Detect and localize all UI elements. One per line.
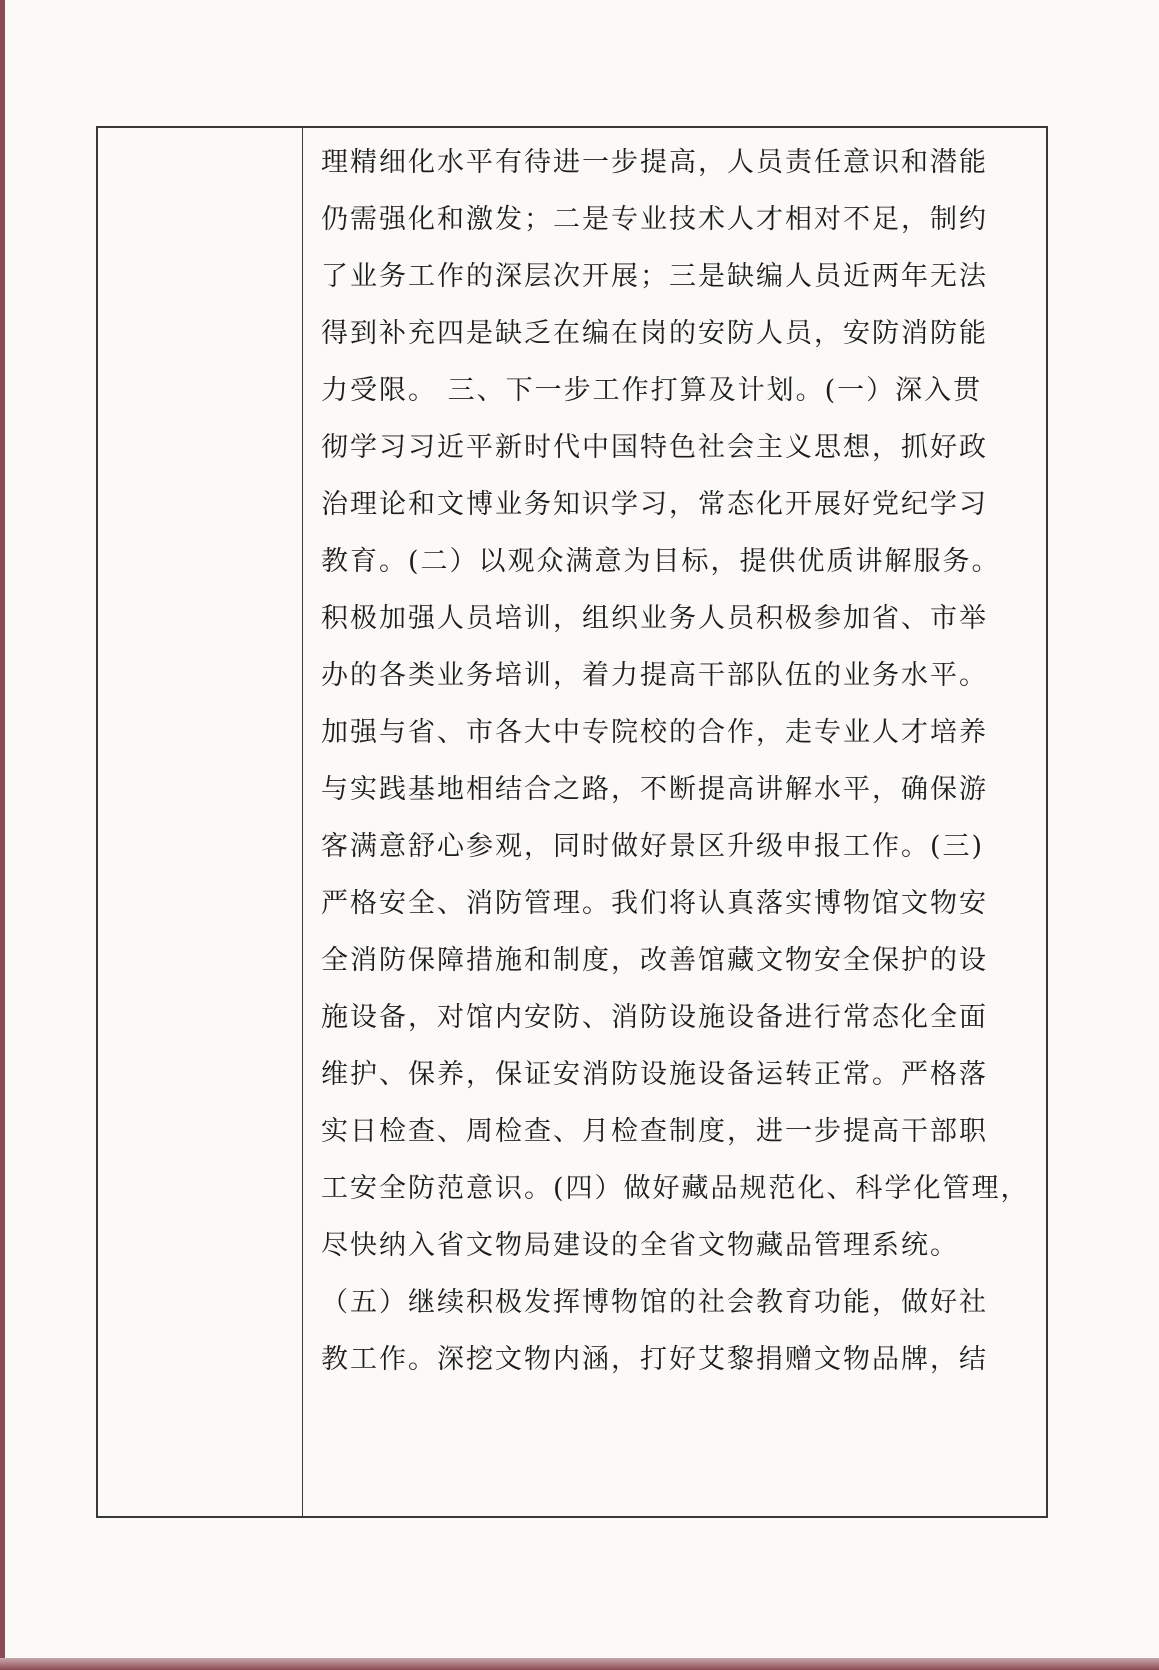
text-line: 积极加强人员培训，组织业务人员积极参加省、市举 [321,603,988,634]
table-content-cell [303,128,1046,1516]
text-line: 工安全防范意识。(四）做好藏品规范化、科学化管理， [321,1173,1030,1204]
text-line: 客满意舒心参观，同时做好景区升级申报工作。(三) [321,831,985,862]
text-line: （五）继续积极发挥博物馆的社会教育功能，做好社 [321,1287,988,1318]
text-line: 全消防保障措施和制度，改善馆藏文物安全保护的设 [321,945,988,976]
text-line: 与实践基地相结合之路，不断提高讲解水平，确保游 [321,774,988,805]
body-text [321,142,1033,1396]
text-line: 彻学习习近平新时代中国特色社会主义思想，抓好政 [321,432,988,463]
text-line: 教育。(二）以观众满意为目标，提供优质讲解服务。 [321,546,1001,577]
table-label-cell [98,128,303,1516]
text-line: 得到补充四是缺乏在编在岗的安防人员，安防消防能 [321,318,988,349]
text-line: 维护、保养，保证安消防设施设备运转正常。严格落 [321,1059,988,1090]
text-line: 了业务工作的深层次开展；三是缺编人员近两年无法 [321,261,988,292]
page-bottom-edge [0,1658,1159,1670]
text-line: 教工作。深挖文物内涵，打好艾黎捐赠文物品牌，结 [321,1344,988,1375]
text-line: 严格安全、消防管理。我们将认真落实博物馆文物安 [321,888,988,919]
text-line: 加强与省、市各大中专院校的合作，走专业人才培养 [321,717,988,748]
text-line: 力受限。 三、下一步工作打算及计划。(一）深入贯 [321,375,983,406]
form-table [96,126,1048,1518]
text-line: 仍需强化和激发；二是专业技术人才相对不足，制约 [321,204,988,235]
page-left-edge [0,0,5,1670]
text-line: 理精细化水平有待进一步提高，人员责任意识和潜能 [321,147,988,178]
text-line: 尽快纳入省文物局建设的全省文物藏品管理系统。 [321,1230,959,1261]
text-line: 实日检查、周检查、月检查制度，进一步提高干部职 [321,1116,988,1147]
text-line: 施设备，对馆内安防、消防设施设备进行常态化全面 [321,1002,988,1033]
text-line: 治理论和文博业务知识学习，常态化开展好党纪学习 [321,489,988,520]
text-line: 办的各类业务培训，着力提高干部队伍的业务水平。 [321,660,988,691]
